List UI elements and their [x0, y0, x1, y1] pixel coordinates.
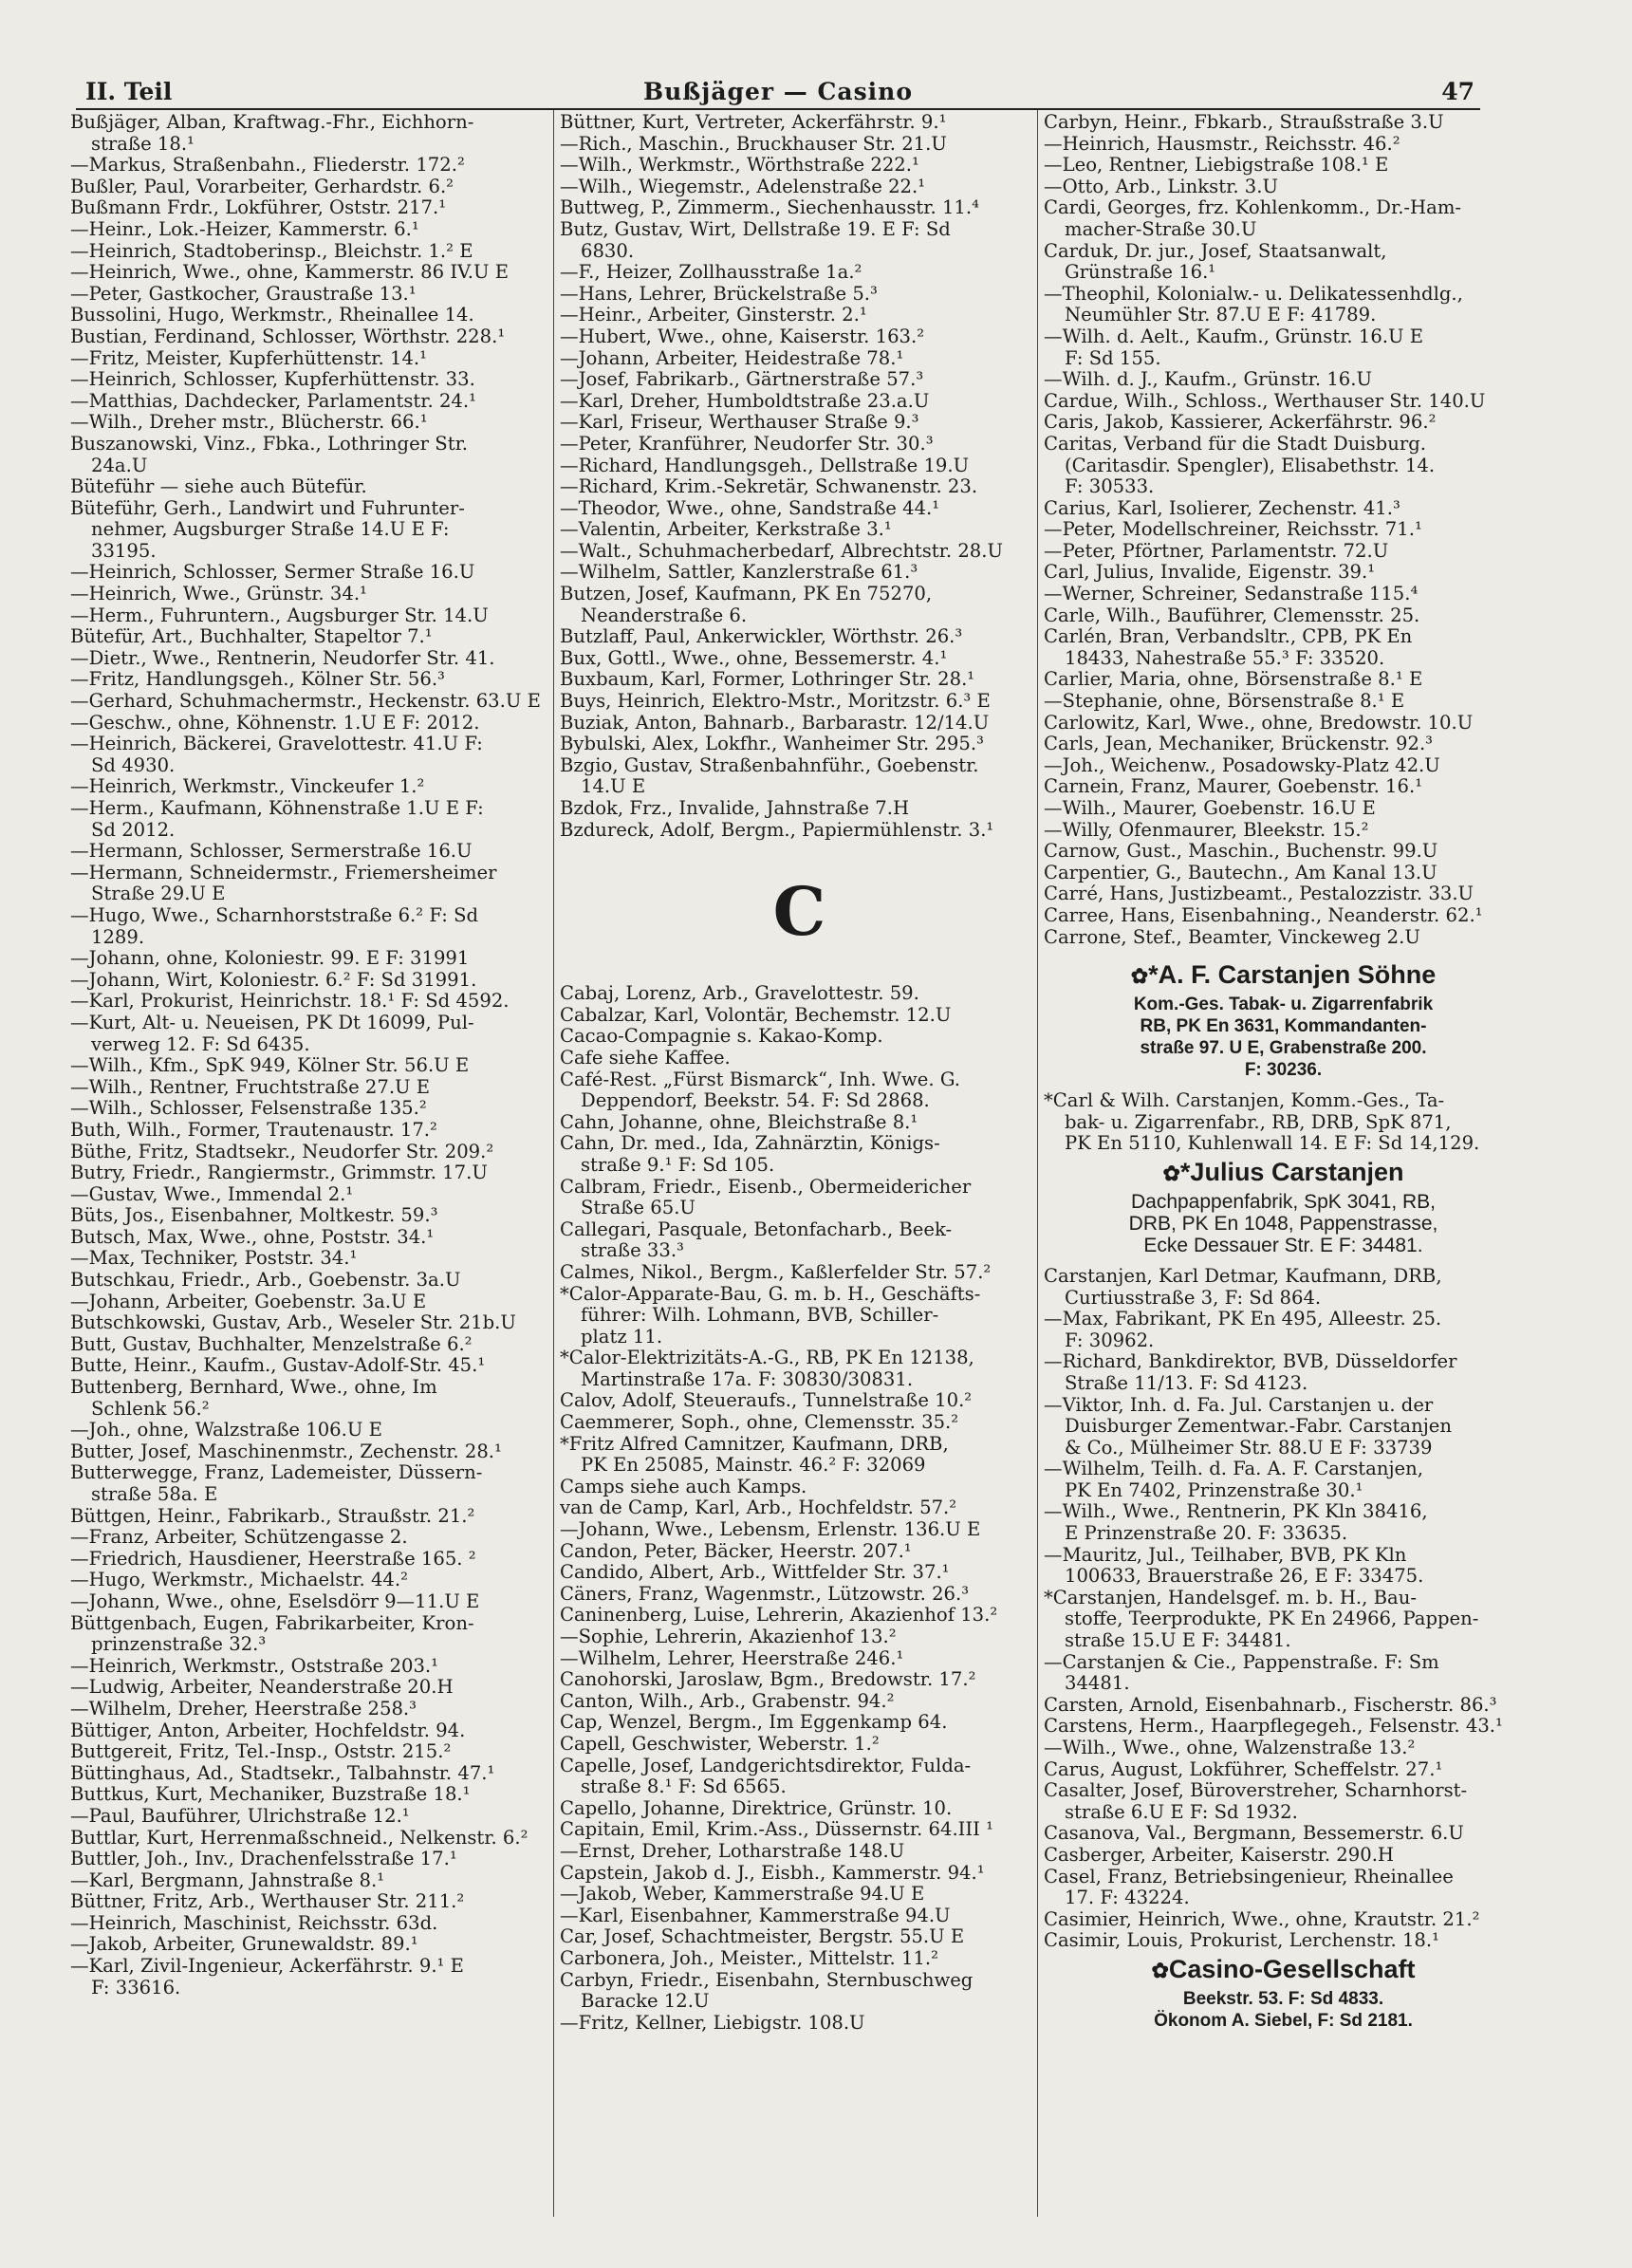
directory-entry-line: Canton, Wilh., Arb., Grabenstr. 94.²: [560, 1689, 895, 1712]
directory-entry-line: F: 33616.: [91, 1976, 181, 1998]
directory-entry-line: Caritas, Verband für die Stadt Duisburg.: [1044, 432, 1426, 455]
directory-entry-line: 18433, Nahestraße 55.³ F: 33520.: [1065, 646, 1385, 669]
directory-entry-line: Bux, Gottl., Wwe., ohne, Bessemerstr. 4.¹: [560, 646, 948, 669]
ad-carstanjen-soehne: [1044, 957, 1523, 1081]
directory-entry-line: straße 15.U E F: 34481.: [1065, 1629, 1291, 1652]
directory-entry-line: —Valentin, Arbeiter, Kerkstraße 3.¹: [560, 518, 892, 541]
directory-entry-line: Büteführ — siehe auch Bütefür.: [70, 475, 367, 498]
directory-entry-line: —Richard, Bankdirektor, BVB, Düsseldorfer: [1044, 1350, 1457, 1373]
directory-entry-line: Carsten, Arnold, Eisenbahnarb., Fischerstr. 86.³: [1044, 1693, 1497, 1716]
directory-entry-line: nehmer, Augsburger Straße 14.U E F:: [91, 518, 450, 541]
directory-entry-line: (Caritasdir. Spengler), Elisabethstr. 14.: [1065, 454, 1436, 476]
directory-entry-line: Butterwegge, Franz, Lademeister, Düssern-: [70, 1461, 483, 1484]
directory-entry-line: —Fritz, Kellner, Liebigstr. 108.U: [560, 2011, 865, 2034]
directory-entry-line: —Wilhelm, Sattler, Kanzlerstraße 61.³: [560, 561, 918, 584]
directory-entry-line: straße 33.³: [581, 1239, 684, 1262]
directory-entry-line: 100633, Brauerstraße 26, E F: 33475.: [1065, 1565, 1424, 1588]
directory-entry-line: —F., Heizer, Zollhausstraße 1a.²: [560, 261, 862, 284]
directory-entry-line: Carle, Wilh., Bauführer, Clemensstr. 25.: [1044, 604, 1420, 626]
ad-line: RB, PK En 3631, Kommandanten-: [1140, 1016, 1427, 1037]
directory-entry-line: F: Sd 155.: [1065, 346, 1161, 369]
directory-entry-line: Baracke 12.U: [581, 1990, 710, 2013]
directory-entry-line: Capelle, Josef, Landgerichtsdirektor, Fulda-: [560, 1754, 972, 1776]
directory-entry-line: Cacao-Compagnie s. Kakao-Komp.: [560, 1025, 883, 1048]
directory-entry-line: Butter, Josef, Maschinenmstr., Zechenstr. 28.¹: [70, 1440, 502, 1462]
directory-entry-line: —Friedrich, Hausdiener, Heerstraße 165. ²: [70, 1547, 476, 1570]
directory-entry-line: —Heinrich, Stadtoberinsp., Bleichstr. 1.² E: [70, 239, 473, 262]
directory-entry-line: —Gerhard, Schuhmachermstr., Heckenstr. 63.U E: [70, 690, 541, 713]
directory-entry-line: Capello, Johanne, Direktrice, Grünstr. 10.: [560, 1796, 953, 1819]
directory-entry-line: Casel, Franz, Betriebsingenieur, Rheinallee: [1044, 1865, 1454, 1887]
directory-entry-line: Schlenk 56.²: [91, 1397, 210, 1420]
directory-entry-line: —Karl, Bergmann, Jahnstraße 8.¹: [70, 1868, 385, 1891]
directory-entry-line: —Jakob, Weber, Kammerstraße 94.U E: [560, 1883, 925, 1905]
directory-entry-line: Cabaj, Lorenz, Arb., Gravelottestr. 59.: [560, 982, 919, 1005]
directory-entry-line: —Hugo, Werkmstr., Michaelstr. 44.²: [70, 1569, 408, 1591]
directory-entry-line: Cardi, Georges, frz. Kohlenkomm., Dr.-Ham-: [1044, 196, 1462, 219]
directory-entry-line: 24a.U: [91, 454, 148, 476]
directory-entry-line: —Viktor, Inh. d. Fa. Jul. Carstanjen u. der: [1044, 1393, 1434, 1416]
directory-entry-line: —Sophie, Lehrerin, Akazienhof 13.²: [560, 1626, 897, 1647]
directory-entry-line: —Karl, Friseur, Werthauser Straße 9.³: [560, 411, 919, 434]
header-rule: [76, 108, 1480, 110]
directory-entry-line: Carlowitz, Karl, Wwe., ohne, Bredowstr. 10.U: [1044, 711, 1474, 734]
column-2: [560, 112, 1039, 2034]
directory-entry-line: —Paul, Bauführer, Ulrichstraße 12.¹: [70, 1804, 410, 1827]
directory-entry-line: Carlier, Maria, ohne, Börsenstraße 8.¹ E: [1044, 668, 1423, 691]
directory-entry-line: —Wilh., Rentner, Fruchtstraße 27.U E: [70, 1075, 431, 1098]
directory-entry-line: Candon, Peter, Bäcker, Heerstr. 207.¹: [560, 1539, 912, 1562]
directory-entry-line: —Heinrich, Bäckerei, Gravelottestr. 41.U F:: [70, 733, 483, 755]
directory-entry-line: —Richard, Handlungsgeh., Dellstraße 19.U: [560, 454, 970, 476]
directory-entry-line: —Jakob, Arbeiter, Grunewaldstr. 89.¹: [70, 1933, 418, 1956]
directory-entry-line: —Wilh., Schlosser, Felsenstraße 135.²: [70, 1097, 427, 1120]
directory-entry-line: Bzdureck, Adolf, Bergm., Papiermühlenstr. 3.¹: [560, 818, 994, 841]
directory-entry-line: Camps siehe auch Kamps.: [560, 1475, 807, 1497]
directory-entry-line: —Johann, Wirt, Koloniestr. 6.² F: Sd 31991.: [70, 968, 477, 991]
directory-entry-line: —Herm., Fuhruntern., Augsburger Str. 14.U: [70, 604, 489, 626]
directory-entry-line: Carls, Jean, Mechaniker, Brückenstr. 92.³: [1044, 733, 1434, 755]
directory-entry-line: Bußmann Frdr., Lokführer, Oststr. 217.¹: [70, 196, 447, 219]
directory-entry-line: straße 9.¹ F: Sd 105.: [581, 1153, 775, 1176]
directory-entry-line: —Theophil, Kolonialw.- u. Delikatessenhdlg.,: [1044, 282, 1463, 305]
directory-entry-line: Cardue, Wilh., Schloss., Werthauser Str. 140.U: [1044, 389, 1486, 412]
directory-entry-line: Car, Josef, Schachtmeister, Bergstr. 55.U E: [560, 1925, 965, 1948]
directory-entry-line: *Fritz Alfred Camnitzer, Kaufmann, DRB,: [560, 1432, 949, 1455]
ad-line: straße 97. U E, Grabenstraße 200.: [1140, 1038, 1427, 1059]
directory-entry-line: —Wilh. d. Aelt., Kaufm., Grünstr. 16.U E: [1044, 325, 1424, 347]
directory-entry-line: Martinstraße 17a. F: 30830/30831.: [581, 1367, 914, 1390]
directory-entry-line: Carree, Hans, Eisenbahning., Neanderstr. 62.¹: [1044, 903, 1483, 926]
directory-entry-line: —Heinrich, Schlosser, Kupferhüttenstr. 33.: [70, 368, 475, 391]
directory-entry-line: 33195.: [91, 539, 157, 562]
directory-entry-line: Buys, Heinrich, Elektro-Mstr., Moritzstr. 6.³ E: [560, 690, 991, 713]
directory-entry-line: 1289.: [91, 925, 145, 948]
directory-entry-line: Butte, Heinr., Kaufm., Gustav-Adolf-Str. 45.¹: [70, 1354, 486, 1377]
directory-entry-line: Carbyn, Friedr., Eisenbahn, Sternbuschweg: [560, 1968, 974, 1991]
directory-entry-line: Straße 29.U E: [91, 883, 226, 905]
directory-entry-line: —Gustav, Wwe., Immendal 2.¹: [70, 1182, 354, 1205]
column-3: [1044, 112, 1523, 2032]
directory-entry-line: —Wilh., Dreher mstr., Blücherstr. 66.¹: [70, 411, 428, 434]
directory-entry-line: *Carl & Wilh. Carstanjen, Komm.-Ges., Ta-: [1044, 1089, 1445, 1112]
directory-entry-line: Caninenberg, Luise, Lehrerin, Akazienhof 13.²: [560, 1604, 998, 1627]
directory-entry-line: Bustian, Ferdinand, Schlosser, Wörthstr. 228.¹: [70, 325, 506, 347]
directory-entry-line: Büthe, Fritz, Stadtsekr., Neudorfer Str. 209.²: [70, 1140, 494, 1162]
ad-casino-gesellschaft: [1044, 1952, 1523, 2032]
directory-entry-line: Buttenberg, Bernhard, Wwe., ohne, Im: [70, 1376, 437, 1399]
directory-entry-line: Büttner, Fritz, Arb., Werthauser Str. 211.²: [70, 1890, 465, 1913]
directory-entry-line: —Heinrich, Schlosser, Sermer Straße 16.U: [70, 561, 475, 584]
directory-entry-line: Buttgereit, Fritz, Tel.-Insp., Oststr. 215.²: [70, 1740, 452, 1763]
directory-entry-line: 14.U E: [581, 775, 646, 798]
directory-entry-line: —Stephanie, ohne, Börsenstraße 8.¹ E: [1044, 690, 1405, 713]
entry-list-col1: [70, 112, 549, 1998]
directory-entry-line: Carstanjen, Karl Detmar, Kaufmann, DRB,: [1044, 1264, 1442, 1287]
directory-entry-line: —Geschw., ohne, Köhnenstr. 1.U E F: 2012.: [70, 711, 480, 734]
directory-entry-line: Calbram, Friedr., Eisenb., Obermeidericher: [560, 1175, 972, 1198]
directory-entry-line: Capell, Geschwister, Weberstr. 1.²: [560, 1732, 880, 1755]
directory-entry-line: —Herm., Kaufmann, Köhnenstraße 1.U E F:: [70, 797, 484, 819]
directory-entry-line: —Wilh., Wwe., Rentnerin, PK Kln 38416,: [1044, 1500, 1428, 1523]
directory-entry-line: Butzen, Josef, Kaufmann, PK En 75270,: [560, 583, 933, 605]
directory-entry-line: Casalter, Josef, Büroverstreher, Scharnhorst-: [1044, 1779, 1468, 1802]
spacer: [1044, 948, 1523, 957]
directory-entry-line: straße 6.U E F: Sd 1932.: [1065, 1800, 1298, 1823]
directory-entry-line: Casimir, Louis, Prokurist, Lerchenstr. 18.¹: [1044, 1929, 1439, 1952]
directory-entry-line: —Peter, Gastkocher, Graustraße 13.¹: [70, 282, 417, 305]
directory-entry-line: Straße 11/13. F: Sd 4123.: [1065, 1371, 1308, 1394]
directory-entry-line: —Hubert, Wwe., ohne, Kaiserstr. 163.²: [560, 325, 925, 347]
directory-entry-line: straße 58a. E: [91, 1483, 218, 1505]
directory-entry-line: Büttinghaus, Ad., Stadtsekr., Talbahnstr. 47.¹: [70, 1761, 495, 1784]
ad-title-text: *A. F. Carstanjen Söhne: [1148, 960, 1437, 990]
directory-entry-line: Caemmerer, Soph., ohne, Clemensstr. 35.²: [560, 1411, 959, 1434]
directory-entry-line: —Peter, Modellschreiner, Reichsstr. 71.¹: [1044, 518, 1422, 541]
directory-entry-line: —Wilh., Werkmstr., Wörthstraße 222.¹: [560, 154, 919, 177]
directory-entry-line: Bzdok, Frz., Invalide, Jahnstraße 7.H: [560, 797, 910, 819]
directory-entry-line: Butsch, Max, Wwe., ohne, Poststr. 34.¹: [70, 1225, 435, 1248]
directory-entry-line: Carl, Julius, Invalide, Eigenstr. 39.¹: [1044, 561, 1376, 584]
ad-title: [1044, 1952, 1523, 1988]
directory-entry-line: Buttler, Joh., Inv., Drachenfelsstraße 17.¹: [70, 1848, 457, 1870]
page-number: 47: [1441, 78, 1474, 105]
directory-entry-line: Carrone, Stef., Beamter, Vinckeweg 2.U: [1044, 925, 1420, 948]
directory-entry-line: Grünstraße 16.¹: [1065, 261, 1216, 284]
directory-entry-line: Butzlaff, Paul, Ankerwickler, Wörthstr. 26.³: [560, 625, 963, 648]
directory-entry-line: —Hugo, Wwe., Scharnhorststraße 6.² F: Sd: [70, 903, 479, 926]
section-letter-c: C: [772, 872, 826, 952]
directory-entry-line: Büts, Jos., Eisenbahner, Moltkestr. 59.³: [70, 1204, 438, 1227]
directory-entry-line: —Wilh., Wwe., ohne, Walzenstraße 13.²: [1044, 1737, 1416, 1758]
directory-entry-line: van de Camp, Karl, Arb., Hochfeldstr. 57.²: [560, 1497, 957, 1519]
directory-entry-line: Straße 65.U: [581, 1197, 695, 1219]
directory-entry-line: —Kurt, Alt- u. Neueisen, PK Dt 16099, Pul-: [70, 1011, 474, 1033]
directory-entry-line: bak- u. Zigarrenfabr., RB, DRB, SpK 871,: [1065, 1110, 1452, 1133]
directory-entry-line: Sd 4930.: [91, 753, 176, 776]
directory-entry-line: Buxbaum, Karl, Former, Lothringer Str. 28.¹: [560, 668, 975, 691]
directory-entry-line: Butry, Friedr., Rangiermstr., Grimmstr. 17.U: [70, 1162, 488, 1184]
directory-entry-line: Buttweg, P., Zimmerm., Siechenhausstr. 11.⁴: [560, 196, 979, 219]
directory-entry-line: platz 11.: [581, 1325, 663, 1348]
directory-entry-line: PK En 25085, Mainstr. 46.² F: 32069: [581, 1454, 926, 1477]
directory-entry-line: Carduk, Dr. jur., Josef, Staatsanwalt,: [1044, 239, 1387, 262]
directory-entry-line: —Wilh., Wiegemstr., Adelenstraße 22.¹: [560, 175, 926, 197]
directory-entry-line: Carbonera, Joh., Meister., Mittelstr. 11.²: [560, 1946, 938, 1969]
directory-entry-line: —Karl, Eisenbahner, Kammerstraße 94.U: [560, 1904, 951, 1926]
directory-entry-line: Butz, Gustav, Wirt, Dellstraße 19. E F: Sd: [560, 217, 951, 240]
directory-entry-line: Carbyn, Heinr., Fbkarb., Straußstraße 3.U: [1044, 112, 1444, 133]
directory-entry-line: Neanderstraße 6.: [581, 604, 748, 626]
directory-entry-line: —Werner, Schreiner, Sedanstraße 115.⁴: [1044, 583, 1419, 605]
directory-entry-line: Casimier, Heinrich, Wwe., ohne, Krautstr. 21.²: [1044, 1907, 1480, 1930]
directory-entry-line: Bußjäger, Alban, Kraftwag.-Fhr., Eichhorn-: [70, 112, 474, 133]
directory-entry-line: Cafe siehe Kaffee.: [560, 1046, 731, 1069]
directory-entry-line: Bybulski, Alex, Lokfhr., Wanheimer Str. 295.³: [560, 733, 984, 755]
directory-entry-line: —Walt., Schuhmacherbedarf, Albrechtstr. 28.U: [560, 539, 1004, 562]
directory-entry-line: Butschkau, Friedr., Arb., Goebenstr. 3a.U: [70, 1269, 461, 1292]
directory-entry-line: verweg 12. F: Sd 6435.: [91, 1032, 310, 1055]
directory-entry-line: —Heinrich, Werkmstr., Vinckeufer 1.²: [70, 775, 425, 798]
directory-entry-line: Casanova, Val., Bergmann, Bessemerstr. 6.U: [1044, 1822, 1464, 1845]
ad-julius-carstanjen: [1044, 1155, 1523, 1256]
entry-list-col3a: [1044, 112, 1523, 948]
ad-line: Beekstr. 53. F: Sd 4833.: [1182, 1988, 1384, 2009]
directory-entry-line: Callegari, Pasquale, Betonfacharb., Beek-: [560, 1218, 953, 1240]
directory-entry-line: PK En 7402, Prinzenstraße 30.¹: [1065, 1478, 1363, 1501]
column-divider-1: [553, 110, 554, 2217]
directory-entry-line: —Karl, Zivil-Ingenieur, Ackerfährstr. 9.¹ E: [70, 1955, 464, 1978]
directory-entry-line: —Hermann, Schlosser, Sermerstraße 16.U: [70, 840, 473, 863]
directory-entry-line: Carus, August, Lokführer, Scheffelstr. 27.¹: [1044, 1757, 1443, 1780]
directory-entry-line: Butschkowski, Gustav, Arb., Weseler Str. 21b.U: [70, 1311, 516, 1334]
directory-entry-line: Sd 2012.: [91, 818, 176, 841]
directory-entry-line: —Wilhelm, Lehrer, Heerstraße 246.¹: [560, 1646, 904, 1669]
directory-entry-line: Bzgio, Gustav, Straßenbahnführ., Goebenstr.: [560, 753, 979, 776]
directory-entry-line: —Carstanjen & Cie., Pappenstraße. F: Sm: [1044, 1650, 1439, 1673]
ad-line: F: 30236.: [1244, 1060, 1323, 1081]
directory-entry-line: F: 30962.: [1065, 1329, 1155, 1351]
directory-entry-line: Butt, Gustav, Buchhalter, Menzelstraße 6.²: [70, 1332, 473, 1355]
directory-entry-line: —Heinrich, Wwe., Grünstr. 34.¹: [70, 583, 367, 605]
directory-entry-line: —Heinr., Arbeiter, Ginsterstr. 2.¹: [560, 304, 867, 326]
directory-entry-line: Büteführ, Gerh., Landwirt und Fuhrunter-: [70, 496, 465, 519]
directory-entry-line: Café-Rest. „Fürst Bismarck“, Inh. Wwe. G.: [560, 1068, 961, 1090]
directory-entry-line: —Fritz, Meister, Kupferhüttenstr. 14.¹: [70, 346, 427, 369]
directory-entry-line: *Calor-Elektrizitäts-A.-G., RB, PK En 12138,: [560, 1347, 974, 1369]
directory-entry-line: —Wilh., Maurer, Goebenstr. 16.U E: [1044, 797, 1376, 819]
directory-entry-line: —Wilhelm, Teilh. d. Fa. A. F. Carstanjen,: [1044, 1458, 1423, 1480]
directory-entry-line: —Johann, Wwe., ohne, Eselsdörr 9—11.U E: [70, 1589, 480, 1612]
directory-entry-line: straße 8.¹ F: Sd 6565.: [581, 1775, 787, 1798]
directory-entry-line: Deppendorf, Beekstr. 54. F: Sd 2868.: [581, 1089, 930, 1112]
directory-entry-line: macher-Straße 30.U: [1065, 217, 1257, 240]
directory-entry-line: —Johann, Arbeiter, Heidestraße 78.¹: [560, 346, 904, 369]
section-label: II. Teil: [85, 78, 173, 105]
ad-title: [1044, 957, 1523, 994]
directory-entry-line: —Heinrich, Hausmstr., Reichsstr. 46.²: [1044, 132, 1400, 155]
ad-title-text: Casino-Gesellschaft: [1168, 1954, 1416, 1983]
directory-entry-line: —Heinr., Lok.-Heizer, Kammerstr. 6.¹: [70, 217, 419, 240]
directory-entry-line: —Johann, Arbeiter, Goebenstr. 3a.U E: [70, 1290, 427, 1312]
directory-entry-line: —Franz, Arbeiter, Schützengasse 2.: [70, 1526, 408, 1549]
directory-entry-line: Buth, Wilh., Former, Trautenaustr. 17.²: [70, 1118, 437, 1141]
directory-entry-line: Carpentier, G., Bautechn., Am Kanal 13.U: [1044, 861, 1437, 883]
directory-entry-line: Cahn, Johanne, ohne, Bleichstraße 8.¹: [560, 1110, 918, 1133]
directory-entry-line: Bußler, Paul, Vorarbeiter, Gerhardstr. 6.²: [70, 175, 454, 197]
directory-entry-line: —Karl, Dreher, Humboldtstraße 23.a.U: [560, 389, 930, 412]
ad-title-text: *Julius Carstanjen: [1179, 1157, 1404, 1186]
directory-entry-line: Neumühler Str. 87.U E F: 41789.: [1065, 304, 1377, 326]
directory-entry-line: Calov, Adolf, Steueraufs., Tunnelstraße 10.²: [560, 1389, 973, 1412]
flower-icon: ✿: [1151, 1958, 1169, 1982]
directory-entry-line: —Mauritz, Jul., Teilhaber, BVB, PK Kln: [1044, 1543, 1407, 1566]
directory-entry-line: —Josef, Fabrikarb., Gärtnerstraße 57.³: [560, 368, 924, 391]
directory-entry-line: F: 30533.: [1065, 475, 1155, 498]
directory-entry-line: —Peter, Kranführer, Neudorfer Str. 30.³: [560, 432, 934, 455]
directory-entry-line: —Max, Techniker, Poststr. 34.¹: [70, 1247, 358, 1270]
directory-entry-line: *Carstanjen, Handelsgef. m. b. H., Bau-: [1044, 1586, 1417, 1608]
directory-entry-line: —Hermann, Schneidermstr., Friemersheimer: [70, 861, 497, 883]
directory-entry-line: Buszanowski, Vinz., Fbka., Lothringer Str.: [70, 432, 469, 455]
directory-entry-line: prinzenstraße 32.³: [91, 1633, 267, 1656]
ad-line: DRB, PK En 1048, Pappenstrasse,: [1128, 1212, 1438, 1235]
directory-entry-line: —Hans, Lehrer, Brückelstraße 5.³: [560, 282, 878, 305]
directory-entry-line: Buttkus, Kurt, Mechaniker, Buzstraße 18.¹: [70, 1783, 471, 1806]
directory-entry-line: —Joh., ohne, Walzstraße 106.U E: [70, 1419, 382, 1441]
ad-line: Ecke Dessauer Str. E F: 34481.: [1143, 1234, 1423, 1256]
directory-entry-line: Büttgenbach, Eugen, Fabrikarbeiter, Kron-: [70, 1611, 474, 1634]
directory-entry-line: —Leo, Rentner, Liebigstraße 108.¹ E: [1044, 154, 1389, 177]
ad-line: Dachpappenfabrik, SpK 3041, RB,: [1130, 1190, 1437, 1213]
directory-entry-line: Cahn, Dr. med., Ida, Zahnärztin, Königs-: [560, 1132, 940, 1155]
directory-entry-line: —Johann, Wwe., Lebensm, Erlenstr. 136.U E: [560, 1518, 981, 1541]
directory-entry-line: Candido, Albert, Arb., Wittfelder Str. 37.¹: [560, 1561, 950, 1584]
directory-entry-line: Cäners, Franz, Wagenmstr., Lützowstr. 26.³: [560, 1582, 970, 1605]
directory-entry-line: —Heinrich, Wwe., ohne, Kammerstr. 86 IV.U E: [70, 261, 510, 284]
directory-entry-line: stoffe, Teerprodukte, PK En 24966, Pappen-: [1065, 1608, 1479, 1630]
entry-list-col3b: [1044, 1266, 1523, 1952]
directory-entry-line: 34481.: [1065, 1672, 1130, 1695]
directory-entry-line: Büttgen, Heinr., Fabrikarb., Straußstr. 21.²: [70, 1504, 475, 1527]
directory-entry-line: 6830.: [581, 239, 635, 262]
directory-entry-line: 17. F: 43224.: [1065, 1887, 1190, 1909]
directory-entry-line: Curtiusstraße 3, F: Sd 864.: [1065, 1286, 1322, 1309]
flower-icon: ✿: [1130, 964, 1149, 989]
directory-entry-line: —Otto, Arb., Linkstr. 3.U: [1044, 175, 1278, 197]
directory-entry-line: E Prinzenstraße 20. F: 33635.: [1065, 1522, 1348, 1545]
directory-entry-line: —Matthias, Dachdecker, Parlamentstr. 24.¹: [70, 389, 476, 412]
directory-entry-line: & Co., Mülheimer Str. 88.U E F: 33739: [1065, 1436, 1433, 1459]
directory-entry-line: Carstens, Herm., Haarpflegegeh., Felsenstr. 43.¹: [1044, 1715, 1503, 1738]
directory-entry-line: Cap, Wenzel, Bergm., Im Eggenkamp 64.: [560, 1711, 948, 1734]
entry-list-ad2: [1044, 1090, 1523, 1155]
directory-entry-line: straße 18.¹: [91, 132, 195, 155]
directory-entry-line: —Rich., Maschin., Bruckhauser Str. 21.U: [560, 132, 947, 155]
directory-entry-line: PK En 5110, Kuhlenwall 14. E F: Sd 14,129.: [1065, 1132, 1480, 1155]
directory-entry-line: —Theodor, Wwe., ohne, Sandstraße 44.¹: [560, 496, 940, 519]
directory-entry-line: *Calor-Apparate-Bau, G. m. b. H., Geschäfts-: [560, 1282, 981, 1305]
directory-entry-line: Casberger, Arbeiter, Kaiserstr. 290.H: [1044, 1843, 1395, 1866]
running-title: Bußjäger — Casino: [642, 78, 914, 105]
directory-entry-line: Canohorski, Jaroslaw, Bgm., Bredowstr. 17.²: [560, 1668, 976, 1691]
directory-entry-line: Capstein, Jakob d. J., Eisbh., Kammerstr. 94.¹: [560, 1861, 985, 1884]
directory-entry-line: —Peter, Pförtner, Parlamentstr. 72.U: [1044, 539, 1389, 562]
directory-entry-line: —Wilh., Kfm., SpK 949, Kölner Str. 56.U E: [70, 1054, 470, 1077]
directory-entry-line: —Joh., Weichenw., Posadowsky-Platz 42.U: [1044, 753, 1440, 776]
directory-entry-line: —Fritz, Handlungsgeh., Kölner Str. 56.³: [70, 668, 445, 691]
directory-entry-line: —Markus, Straßenbahn., Fliederstr. 172.²: [70, 154, 465, 177]
flower-icon: ✿: [1162, 1161, 1180, 1185]
directory-entry-line: —Heinrich, Werkmstr., Oststraße 203.¹: [70, 1654, 438, 1677]
directory-entry-line: Büttiger, Anton, Arbeiter, Hochfeldstr. 94.: [70, 1719, 466, 1741]
directory-entry-line: Bütefür, Art., Buchhalter, Stapeltor 7.¹: [70, 625, 433, 648]
directory-entry-line: Duisburger Zementwar.-Fabr. Carstanjen: [1065, 1415, 1453, 1438]
directory-entry-line: —Dietr., Wwe., Rentnerin, Neudorfer Str. 41.: [70, 646, 495, 669]
directory-entry-line: —Heinrich, Maschinist, Reichsstr. 63d.: [70, 1911, 438, 1934]
ad-title: [1044, 1155, 1523, 1191]
directory-entry-line: Carius, Karl, Isolierer, Zechenstr. 41.³: [1044, 496, 1400, 519]
directory-entry-line: führer: Wilh. Lohmann, BVB, Schiller-: [581, 1304, 939, 1327]
ad-line: Kom.-Ges. Tabak- u. Zigarrenfabrik: [1133, 995, 1434, 1015]
directory-entry-line: —Wilhelm, Dreher, Heerstraße 258.³: [70, 1697, 417, 1720]
directory-entry-line: Carnein, Franz, Maurer, Goebenstr. 16.¹: [1044, 775, 1423, 798]
directory-entry-line: —Max, Fabrikant, PK En 495, Alleestr. 25.: [1044, 1308, 1442, 1330]
page-header: [76, 78, 1480, 116]
directory-entry-line: —Karl, Prokurist, Heinrichstr. 18.¹ F: Sd 4592.: [70, 990, 510, 1013]
directory-entry-line: —Ludwig, Arbeiter, Neanderstraße 20.H: [70, 1676, 454, 1699]
directory-entry-line: Buttlar, Kurt, Herrenmaßschneid., Nelkenstr. 6.²: [70, 1826, 529, 1849]
directory-entry-line: Carlén, Bran, Verbandsltr., CPB, PK En: [1044, 625, 1413, 648]
directory-entry-line: Büttner, Kurt, Vertreter, Ackerfährstr. 9.¹: [560, 112, 947, 133]
column-1: [70, 112, 549, 1998]
directory-entry-line: Capitain, Emil, Krim.-Ass., Düssernstr. 64.III ¹: [560, 1818, 993, 1841]
directory-entry-line: Cabalzar, Karl, Volontär, Bechemstr. 12.U: [560, 1003, 952, 1026]
ad-line: Ökonom A. Siebel, F: Sd 2181.: [1154, 2010, 1413, 2031]
directory-entry-line: —Johann, ohne, Koloniestr. 99. E F: 31991: [70, 947, 470, 970]
directory-entry-line: Caris, Jakob, Kassierer, Ackerfährstr. 96.²: [1044, 411, 1437, 434]
entry-list-col2a: [560, 112, 1039, 841]
directory-entry-line: —Richard, Krim.-Sekretär, Schwanenstr. 23.: [560, 475, 978, 498]
directory-entry-line: —Ernst, Dreher, Lotharstraße 148.U: [560, 1839, 905, 1862]
directory-entry-line: Carnow, Gust., Maschin., Buchenstr. 99.U: [1044, 840, 1438, 863]
entry-list-col2b: [560, 983, 1039, 2034]
directory-entry-line: —Willy, Ofenmaurer, Bleekstr. 15.²: [1044, 818, 1369, 841]
directory-entry-line: Calmes, Nikol., Bergm., Kaßlerfelder Str. 57.²: [560, 1260, 992, 1283]
directory-entry-line: Buziak, Anton, Bahnarb., Barbarastr. 12/14.U: [560, 711, 990, 734]
directory-entry-line: Bussolini, Hugo, Werkmstr., Rheinallee 14.: [70, 304, 474, 326]
directory-entry-line: —Wilh. d. J., Kaufm., Grünstr. 16.U: [1044, 368, 1372, 391]
directory-entry-line: Carré, Hans, Justizbeamt., Pestalozzistr. 33.U: [1044, 883, 1474, 905]
